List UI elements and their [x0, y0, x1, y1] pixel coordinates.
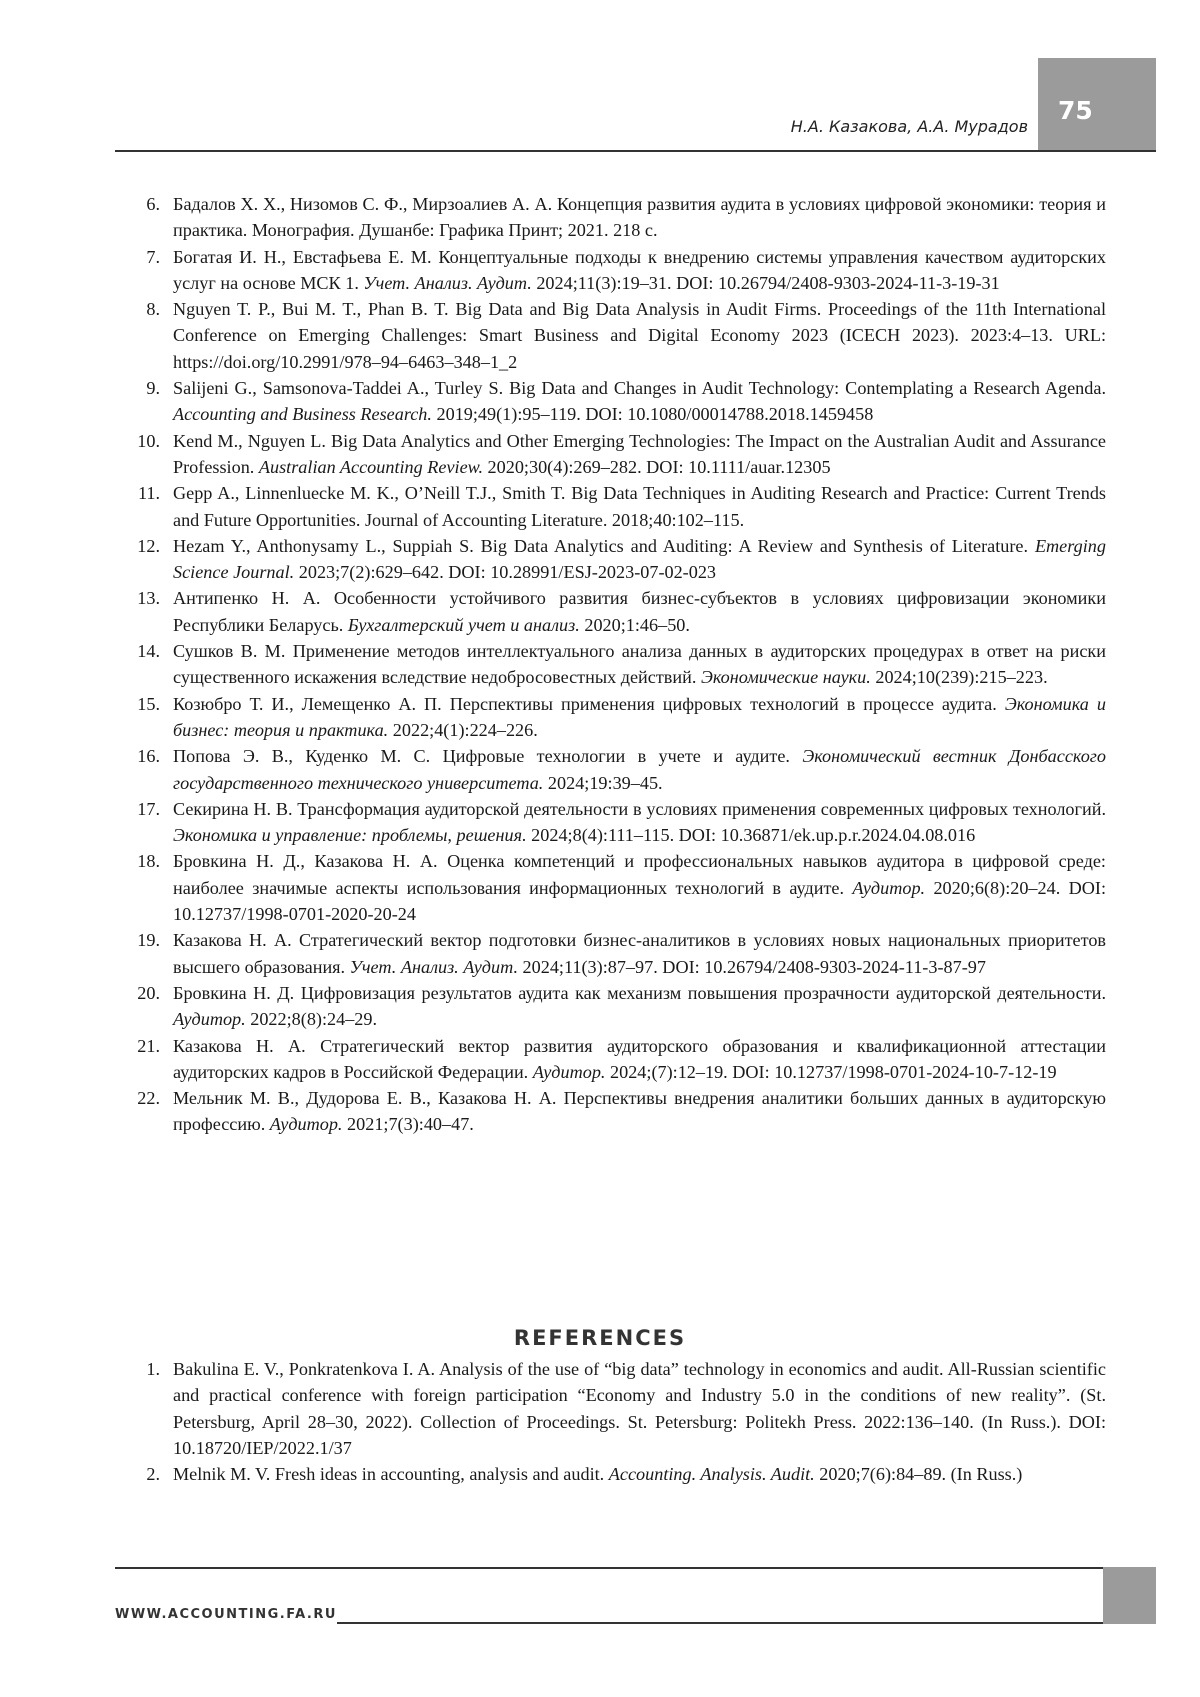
reference-journal: Australian Accounting Review.: [258, 456, 483, 477]
reference-item: [130, 848, 1106, 927]
reference-details: 2021;7(3):40–47.: [342, 1114, 474, 1135]
reference-journal: Accounting. Analysis. Audit.: [608, 1464, 815, 1485]
reference-text: Казакова Н. А. Стратегический вектор подготовки бизнес-аналитиков в условиях новых национальных приоритетов высшего образования.: [173, 930, 1106, 977]
reference-number: 17.: [137, 798, 160, 819]
running-header-authors: Н.А. Казакова, А.А. Мурадов: [790, 117, 1028, 136]
page-number-box: [1038, 58, 1156, 151]
reference-journal: Учет. Анализ. Аудит.: [349, 956, 518, 977]
reference-list-ru: [130, 191, 1106, 1138]
reference-number: 8.: [146, 299, 160, 320]
footer-rule-top: [115, 1567, 1156, 1569]
reference-details: 2020;7(6):84–89. (In Russ.): [814, 1464, 1023, 1485]
reference-details: 2024;19:39–45.: [543, 772, 663, 793]
reference-text: Melnik M. V. Fresh ideas in accounting, analysis and audit.: [173, 1464, 609, 1485]
reference-text: Казакова Н. А. Стратегический вектор развития аудиторского образования и квалификационной аттестации аудиторских кадров в Российской Федерации.: [173, 1035, 1106, 1082]
reference-number: 19.: [137, 930, 160, 951]
reference-number: 13.: [137, 588, 160, 609]
reference-text: Nguyen T. P., Bui M. T., Phan B. T. Big Data and Big Data Analysis in Audit Firms. Proceedings of the 11th International Conference on Emerging Challenges: Smart Business and Digital Economy 2023 (ICECH 2023). 2023:4–13. URL: https://doi.org/10.2991/978–94–6463–348–1_2: [173, 299, 1106, 372]
reference-item: [130, 585, 1106, 638]
reference-number: 14.: [137, 641, 160, 662]
reference-number: 22.: [137, 1088, 160, 1109]
reference-number: 12.: [137, 535, 160, 556]
reference-journal: Accounting and Business Research.: [173, 404, 432, 425]
reference-text: Salijeni G., Samsonova-Taddei A., Turley S. Big Data and Changes in Audit Technology: Contemplating a Research Agenda.: [173, 378, 1106, 399]
reference-item: [130, 428, 1106, 481]
reference-journal: Аудитор.: [269, 1114, 343, 1135]
reference-details: 2022;4(1):224–226.: [388, 719, 538, 740]
reference-journal: Учет. Анализ. Аудит.: [363, 272, 532, 293]
reference-item: [130, 480, 1106, 533]
reference-item: [130, 1461, 1106, 1487]
reference-text: Бадалов Х. Х., Низомов С. Ф., Мирзоалиев А. А. Концепция развития аудита в условиях цифровой экономики: теория и практика. Монография. Душанбе: Графика Принт; 2021. 218 с.: [173, 194, 1106, 241]
reference-item: [130, 244, 1106, 297]
reference-text: Богатая И. Н., Евстафьева Е. М. Концептуальные подходы к внедрению системы управления качеством аудиторских услуг на основе МСК 1.: [173, 246, 1106, 293]
reference-text: Gepp A., Linnenluecke M. K., O’Neill T.J., Smith T. Big Data Techniques in Auditing Research and Practice: Current Trends and Future Opportunities. Journal of Accounting Literature. 2018;40:102–115.: [173, 483, 1106, 530]
reference-details: 2024;8(4):111–115. DOI: 10.36871/ek.up.p.r.2024.04.08.016: [526, 825, 976, 846]
reference-details: 2019;49(1):95–119. DOI: 10.1080/00014788.2018.1459458: [431, 404, 874, 425]
reference-item: [130, 375, 1106, 428]
reference-details: 2020;30(4):269–282. DOI: 10.1111/auar.12305: [483, 456, 831, 477]
reference-number: 20.: [137, 982, 160, 1003]
reference-journal: Аудитор.: [173, 1009, 246, 1030]
reference-journal: Экономика и управление: проблемы, решения.: [173, 825, 527, 846]
reference-text: Мельник М. В., Дудорова Е. В., Казакова Н. А. Перспективы внедрения аналитики больших данных в аудиторскую профессию.: [173, 1088, 1106, 1135]
reference-details: 2020;6(8):20–24. DOI: 10.12737/1998-0701-2020-20-24: [173, 877, 1107, 925]
reference-number: 10.: [137, 430, 160, 451]
reference-text: Секирина Н. В. Трансформация аудиторской деятельности в условиях применения современных цифровых технологий.: [173, 798, 1106, 819]
reference-text: Bakulina E. V., Ponkratenkova I. A. Analysis of the use of “big data” technology in economics and audit. All-Russian scientific and practical conference with foreign participation “Economy and Industry 5.0 in the conditions of new reality”. (St. Petersburg, April 28–30, 2022). Collection of Proceedings. St. Petersburg: Politekh Press. 2022:136–140. (In Russ.). DOI: 10.18720/IEP/2022.1/37: [173, 1359, 1106, 1458]
reference-number: 9.: [146, 378, 160, 399]
reference-details: 2024;11(3):87–97. DOI: 10.26794/2408-9303-2024-11-3-87-97: [518, 956, 986, 977]
reference-number: 16.: [137, 746, 160, 767]
reference-number: 18.: [137, 851, 160, 872]
reference-item: [130, 191, 1106, 244]
reference-number: 7.: [146, 246, 160, 267]
reference-text: Hezam Y., Anthonysamy L., Suppiah S. Big Data Analytics and Auditing: A Review and Synthesis of Literature.: [173, 535, 1035, 556]
reference-journal: Бухгалтерский учет и анализ.: [347, 614, 580, 635]
footer-box: [1103, 1567, 1156, 1624]
reference-item: [130, 927, 1106, 980]
reference-item: [130, 796, 1106, 849]
reference-text: Бровкина Н. Д., Казакова Н. А. Оценка компетенций и профессиональных навыков аудитора в цифровой среде: наиболее значимые аспекты использования информационных технологий в аудите.: [173, 851, 1106, 898]
reference-journal: Экономический вестник Донбасского государственного технического университета.: [173, 746, 1106, 793]
reference-text: Антипенко Н. А. Особенности устойчивого развития бизнес-субъектов в условиях цифровизации экономики Республики Беларусь.: [173, 588, 1106, 635]
reference-details: 2023;7(2):629–642. DOI: 10.28991/ESJ-2023-07-02-023: [294, 562, 717, 583]
reference-item: [130, 743, 1106, 796]
reference-item: [130, 980, 1106, 1033]
reference-details: 2022;8(8):24–29.: [245, 1009, 378, 1030]
reference-number: 6.: [146, 194, 160, 214]
reference-details: 2024;10(239):215–223.: [870, 667, 1048, 688]
reference-text: Попова Э. В., Куденко М. С. Цифровые технологии в учете и аудите.: [173, 746, 803, 767]
reference-text: Kend M., Nguyen L. Big Data Analytics and Other Emerging Technologies: The Impact on the Australian Audit and Assurance Profession.: [173, 430, 1106, 477]
reference-journal: Аудитор.: [852, 877, 926, 898]
reference-number: 11.: [137, 483, 160, 504]
reference-list-en: [130, 1356, 1106, 1487]
reference-number: 1.: [146, 1359, 160, 1379]
reference-number: 21.: [137, 1035, 160, 1056]
reference-details: 2020;1:46–50.: [579, 614, 690, 635]
page-number: 75: [1058, 96, 1093, 125]
reference-item: [130, 296, 1106, 375]
reference-text: Бровкина Н. Д. Цифровизация результатов аудита как механизм повышения прозрачности аудиторской деятельности.: [173, 982, 1106, 1003]
reference-number: 15.: [137, 693, 160, 714]
reference-number: 2.: [146, 1464, 160, 1485]
reference-journal: Экономические науки.: [700, 667, 871, 688]
header-rule: [115, 150, 1156, 152]
reference-journal: Аудитор.: [532, 1061, 606, 1082]
footer-rule-bottom: [337, 1622, 1103, 1624]
reference-item: [130, 691, 1106, 744]
reference-item: [130, 1356, 1106, 1461]
reference-details: 2024;11(3):19–31. DOI: 10.26794/2408-9303-2024-11-3-19-31: [531, 272, 1000, 293]
reference-text: Козюбро Т. И., Лемещенко А. П. Перспективы применения цифровых технологий в процессе аудита.: [173, 693, 1005, 714]
reference-text: Сушков В. М. Применение методов интеллектуального анализа данных в аудиторских процедурах в ответ на риски существенного искажения вследствие недобросовестных действий.: [173, 641, 1106, 688]
footer-url: WWW.ACCOUNTING.FA.RU: [115, 1607, 337, 1622]
reference-item: [130, 1033, 1106, 1086]
reference-item: [130, 533, 1106, 586]
reference-item: [130, 638, 1106, 691]
reference-journal: Экономика и бизнес: теория и практика.: [173, 693, 1107, 740]
reference-item: [130, 1085, 1106, 1138]
section-title: REFERENCES: [513, 1326, 687, 1350]
reference-details: 2024;(7):12–19. DOI: 10.12737/1998-0701-2024-10-7-12-19: [605, 1061, 1057, 1082]
reference-journal: Emerging Science Journal.: [173, 535, 1106, 583]
